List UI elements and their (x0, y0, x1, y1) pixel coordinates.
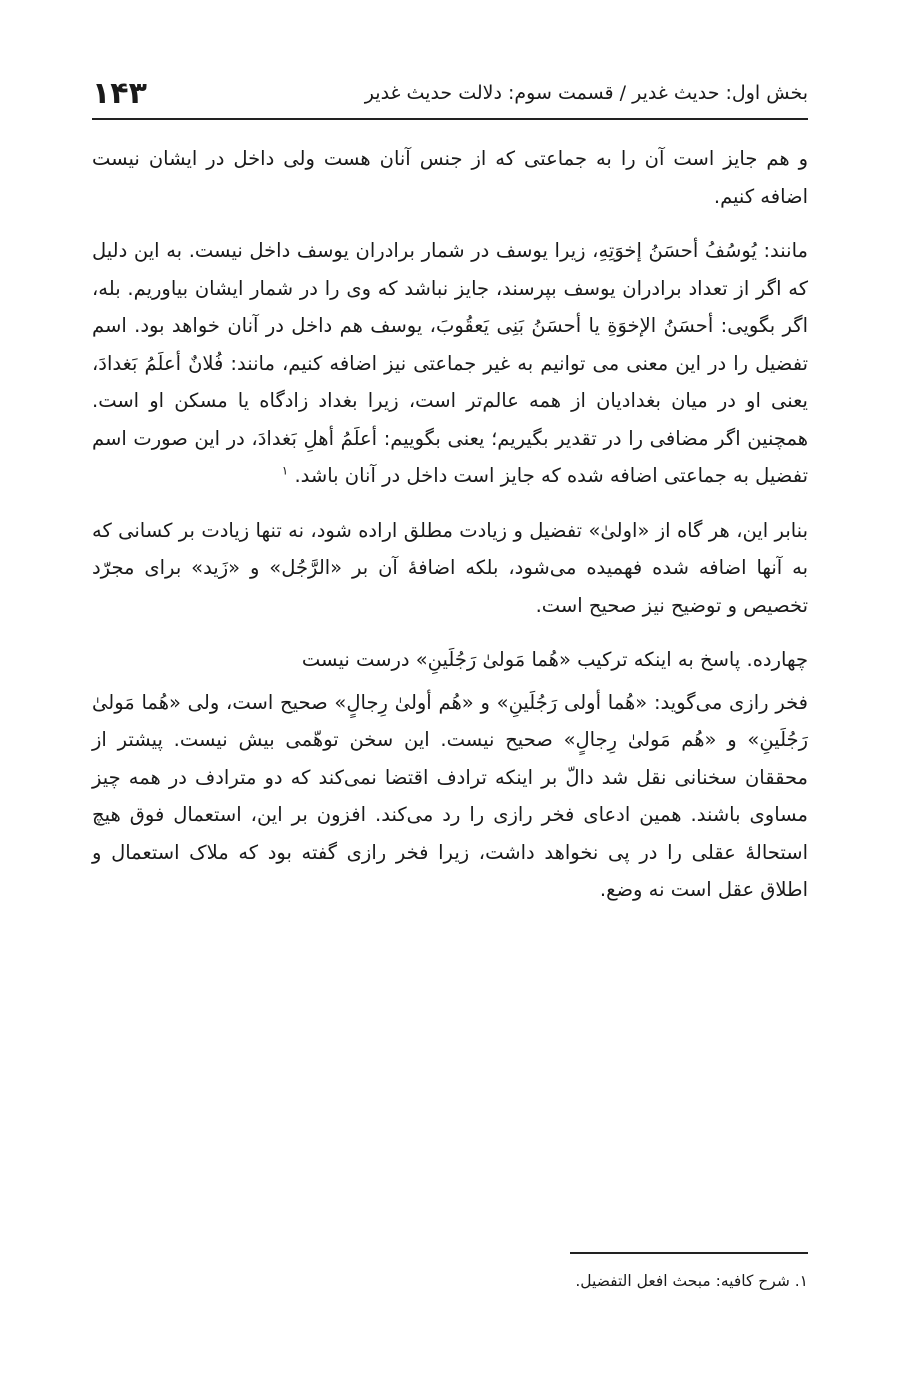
header-title: بخش اول: حدیث غدیر / قسمت سوم: دلالت حدیث غدیر (364, 82, 808, 104)
paragraph-2-text: مانند: یُوسُفُ أحسَنُ إخوَتِهِ، زیرا یوسف در شمار برادران یوسف داخل نیست. به این دلیل که اگر از تعداد برادران یوسف بپرسند، جایز نباشد که وی را در شمار ایشان بیاوریم. بله، اگر بگویی: أحسَنُ الإخوَةِ یا أحسَنُ بَنِی یَعقُوبَ، یوسف هم داخل در آنان خواهد بود. اسم تفضیل را در این معنی می توانیم به غیر جماعتی نیز اضافه کنیم، مانند: فُلانٌ أعلَمُ بَغدادَ، یعنی او در میان بغدادیان از همه عالم‌تر است، زیرا بغداد زادگاه یا مسکن او است. همچنین اگر مضافی را در تقدیر بگیریم؛ یعنی بگوییم: أعلَمُ أهلِ بَغدادَ، در این صورت اسم تفضیل به جماعتی اضافه شده که جایز است داخل در آنان باشد. (92, 239, 808, 487)
paragraph-4 (92, 684, 808, 909)
paragraph-4-text: فخر رازی می‌گوید: «هُما أولی رَجُلَینِ» و «هُم أولیٰ رِجالٍ» صحیح است، ولی «هُما مَولیٰ رَجُلَینِ» و «هُم مَولیٰ رِجالٍ» صحیح نیست. این سخن توهّمی بیش نیست. پیشتر از محققان سخنانی نقل شد دالّ بر اینکه ترادف اقتضا نمی‌کند که دو مترادف در همه چیز مساوی باشند. همین ادعای فخر رازی را رد می‌کند. افزون بر این، استعمال فوق هیچ استحالهٔ عقلی را در پی نخواهد داشت، زیرا فخر رازی گفته بود که ملاک استعمال و اطلاق عقل است نه وضع. (92, 690, 808, 901)
page-number: ۱۴۳ (92, 75, 147, 111)
paragraph-3 (92, 512, 808, 625)
footnote: ۱. شرح کافیه: مبحث افعل التفضیل. (575, 1272, 808, 1290)
running-header (92, 68, 808, 120)
main-text (92, 140, 808, 926)
section-heading: چهارده. پاسخ به اینکه ترکیب «هُما مَولیٰ رَجُلَینِ» درست نیست (301, 648, 808, 671)
footnote-reference: ۱ (281, 463, 289, 478)
paragraph-1 (92, 140, 808, 215)
paragraph-3-text: بنابر این، هر گاه از «اولیٰ» تفضیل و زیادت مطلق اراده شود، نه تنها زیادت بر کسانی که به آنها اضافه شده فهمیده می‌شود، بلکه اضافهٔ آن بر «الرَّجُل» و «زَید» برای مجرّد تخصیص و توضیح نیز صحیح است. (92, 518, 808, 617)
footnote-divider (570, 1252, 808, 1254)
paragraph-2 (92, 232, 808, 495)
paragraph-1-text: و هم جایز است آن را به جماعتی که از جنس آنان هست ولی داخل در ایشان نیست اضافه کنیم. (92, 147, 808, 208)
